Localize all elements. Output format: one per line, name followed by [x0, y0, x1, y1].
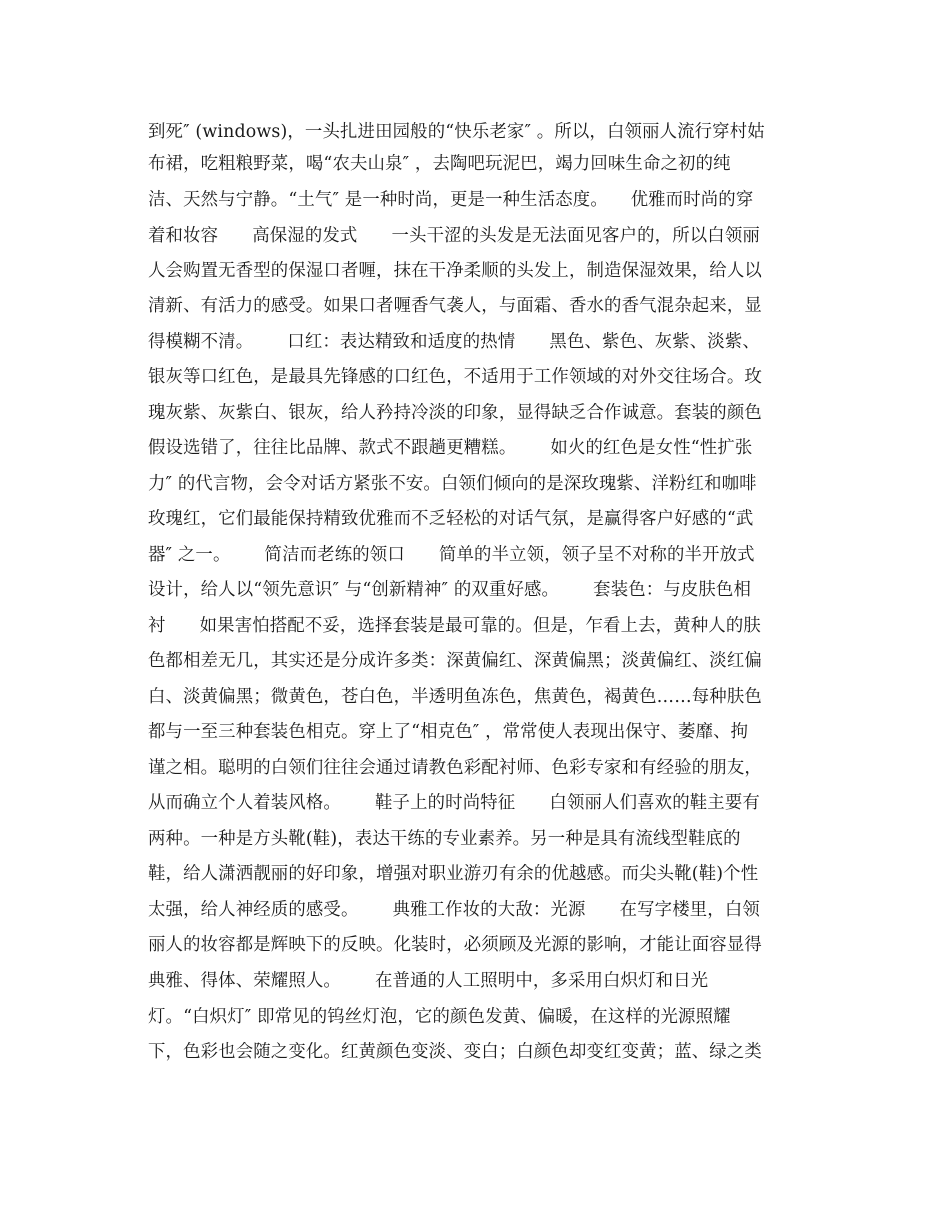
text-line: 假设选错了，往往比品牌、款式不跟趟更糟糕。 如火的红色是女性“性扩张 — [148, 438, 753, 458]
text-line: 鞋，给人潇洒靓丽的好印象，增强对职业游刃有余的优越感。而尖头靴(鞋)个性 — [148, 864, 759, 884]
text-line: 两种。一种是方头靴(鞋)，表达干练的专业素养。另一种是具有流线型鞋底的 — [148, 829, 741, 849]
text-line: 得模糊不清。 口红：表达精致和适度的热情 黑色、紫色、灰紫、淡紫、 — [148, 332, 760, 352]
text-line: 下，色彩也会随之变化。红黄颜色变淡、变白；白颜色却变红变黄；蓝、绿之类 — [148, 1042, 762, 1062]
text-line: 着和妆容 高保湿的发式 一头干涩的头发是无法面见客户的，所以白领丽 — [148, 226, 760, 246]
text-line: 从而确立个人着装风格。 鞋子上的时尚特征 白领丽人们喜欢的鞋主要有 — [148, 793, 760, 813]
text-line: 到死″ (windows)，一头扎进田园般的“快乐老家″ 。所以，白领丽人流行穿村姑 — [148, 122, 765, 142]
text-line: 瑰灰紫、灰紫白、银灰，给人矜持冷淡的印象，显得缺乏合作诚意。套装的颜色 — [148, 403, 762, 423]
text-line: 器″ 之一。 简洁而老练的领口 简单的半立领，领子呈不对称的半开放式 — [148, 545, 755, 565]
text-line: 洁、天然与宁静。“土气″ 是一种时尚，更是一种生活态度。 优雅而时尚的穿 — [148, 190, 754, 210]
text-line: 白、淡黄偏黑；微黄色，苍白色，半透明鱼冻色，焦黄色，褐黄色……每种肤色 — [148, 687, 762, 707]
text-line: 人会购置无香型的保湿口者喱，抹在干净柔顺的头发上，制造保湿效果，给人以 — [148, 261, 762, 281]
text-line: 谨之相。聪明的白领们往往会通过请教色彩配衬师、色彩专家和有经验的朋友， — [148, 758, 762, 778]
text-line: 清新、有活力的感受。如果口者喱香气袭人，与面霜、香水的香气混杂起来，显 — [148, 296, 762, 316]
text-line: 布裙，吃粗粮野菜，喝“农夫山泉″ ，去陶吧玩泥巴，竭力回味生命之初的纯 — [148, 154, 731, 174]
text-line: 都与一至三种套装色相克。穿上了“相克色″ ，常常使人表现出保守、萎靡、拘 — [148, 722, 749, 742]
text-line: 丽人的妆容都是辉映下的反映。化装时，必须顾及光源的影响，才能让面容显得 — [148, 935, 762, 955]
text-line: 典雅、得体、荣耀照人。 在普通的人工照明中，多采用白炽灯和日光 — [148, 971, 709, 991]
text-line: 色都相差无几，其实还是分成许多类：深黄偏红、深黄偏黑；淡黄偏红、淡红偏 — [148, 651, 762, 671]
text-line: 设计，给人以“领先意识″ 与“创新精神″ 的双重好感。 套装色：与皮肤色相 — [148, 580, 752, 600]
text-line: 银灰等口红色，是最具先锋感的口红色，不适用于工作领域的对外交往场合。玫 — [148, 367, 762, 387]
text-line: 力″ 的代言物，会令对话方紧张不安。白领们倾向的是深玫瑰紫、洋粉红和咖啡 — [148, 474, 757, 494]
text-line: 灯。“白炽灯″ 即常见的钨丝灯泡，它的颜色发黄、偏暖，在这样的光源照耀 — [148, 1007, 731, 1027]
text-line: 太强，给人神经质的感受。 典雅工作妆的大敌：光源 在写字楼里，白领 — [148, 900, 760, 920]
text-line: 衬 如果害怕搭配不妥，选择套装是最可靠的。但是，乍看上去，黄种人的肤 — [148, 616, 761, 636]
text-line: 玫瑰红，它们最能保持精致优雅而不乏轻松的对话气氛，是赢得客户好感的“武 — [148, 509, 754, 529]
